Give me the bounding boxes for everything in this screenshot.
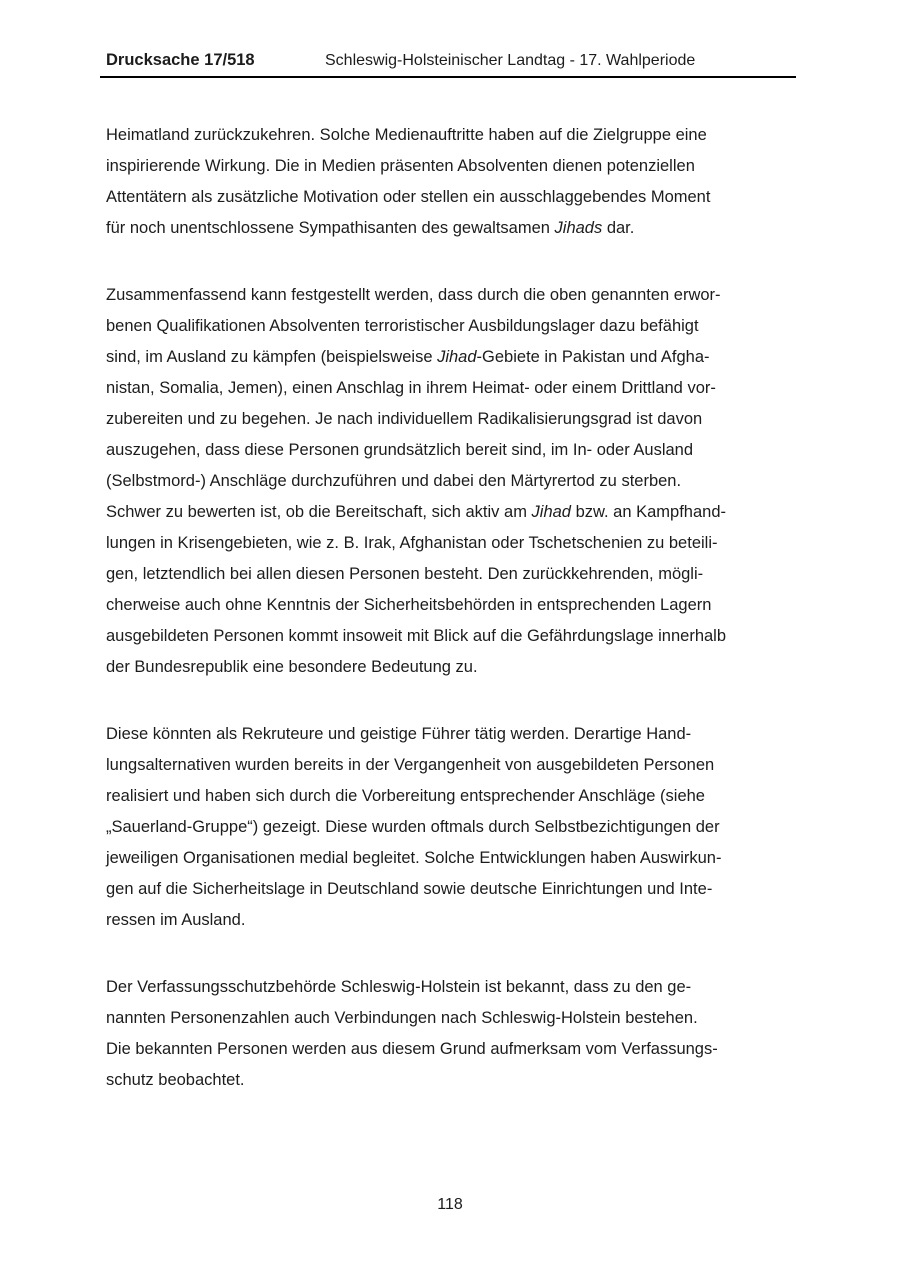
text-line: gen, letztendlich bei allen diesen Personen besteht. Den zurückkehrenden, mögli- <box>106 565 704 583</box>
text-line: lungsalternativen wurden bereits in der Vergangenheit von ausgebildeten Personen <box>106 756 715 774</box>
text-line: benen Qualifikationen Absolventen terroristischer Ausbildungslager dazu befähigt <box>106 317 699 335</box>
text-line: Der Verfassungsschutzbehörde Schleswig-Holstein ist bekannt, dass zu den ge- <box>106 978 692 996</box>
text-line: Attentätern als zusätzliche Motivation oder stellen ein ausschlaggebendes Moment <box>106 188 711 206</box>
text-line: realisiert und haben sich durch die Vorbereitung entsprechender Anschläge (siehe <box>106 787 705 805</box>
document-body <box>106 120 806 1132</box>
text-line: jeweiligen Organisationen medial begleitet. Solche Entwicklungen haben Auswirkun- <box>106 849 722 867</box>
text-line: schutz beobachtet. <box>106 1071 245 1089</box>
paragraph <box>106 120 806 244</box>
text-line: Diese könnten als Rekruteure und geistige Führer tätig werden. Derartige Hand- <box>106 725 692 743</box>
text-line: für noch unentschlossene Sympathisanten des gewaltsamen Jihads dar. <box>106 219 635 237</box>
text-line: nistan, Somalia, Jemen), einen Anschlag in ihrem Heimat- oder einem Drittland vor- <box>106 379 716 397</box>
text-line: auszugehen, dass diese Personen grundsätzlich bereit sind, im In- oder Ausland <box>106 441 694 459</box>
text-line: ressen im Ausland. <box>106 911 246 929</box>
text-line: Die bekannten Personen werden aus diesem Grund aufmerksam vom Verfassungs- <box>106 1040 718 1058</box>
document-title: Schleswig-Holsteinischer Landtag - 17. Wahlperiode <box>325 52 696 69</box>
text-line: Heimatland zurückzukehren. Solche Medienauftritte haben auf die Zielgruppe eine <box>106 126 707 144</box>
text-line: der Bundesrepublik eine besondere Bedeutung zu. <box>106 658 478 676</box>
text-line: „Sauerland-Gruppe“) gezeigt. Diese wurden oftmals durch Selbstbezichtigungen der <box>106 818 720 836</box>
document-number: Drucksache 17/518 <box>106 51 255 69</box>
text-line: nannten Personenzahlen auch Verbindungen nach Schleswig-Holstein bestehen. <box>106 1009 698 1027</box>
header-divider <box>100 76 796 78</box>
paragraph <box>106 972 806 1096</box>
text-line: cherweise auch ohne Kenntnis der Sicherheitsbehörden in entsprechenden Lagern <box>106 596 712 614</box>
paragraph <box>106 719 806 936</box>
text-line: zubereiten und zu begehen. Je nach individuellem Radikalisierungsgrad ist davon <box>106 410 703 428</box>
text-line: sind, im Ausland zu kämpfen (beispielsweise Jihad-Gebiete in Pakistan und Afgha- <box>106 348 710 366</box>
text-line: gen auf die Sicherheitslage in Deutschland sowie deutsche Einrichtungen und Inte- <box>106 880 713 898</box>
text-line: ausgebildeten Personen kommt insoweit mit Blick auf die Gefährdungslage innerhalb <box>106 627 727 645</box>
text-line: lungen in Krisengebieten, wie z. B. Irak, Afghanistan oder Tschetschenien zu beteili- <box>106 534 718 552</box>
text-line: inspirierende Wirkung. Die in Medien präsenten Absolventen dienen potenziellen <box>106 157 695 175</box>
page-number: 118 <box>437 1196 463 1213</box>
text-line: (Selbstmord-) Anschläge durchzuführen und dabei den Märtyrertod zu sterben. <box>106 472 682 490</box>
paragraph <box>106 280 806 683</box>
text-line: Zusammenfassend kann festgestellt werden, dass durch die oben genannten erwor- <box>106 286 721 304</box>
text-line: Schwer zu bewerten ist, ob die Bereitschaft, sich aktiv am Jihad bzw. an Kampfhand- <box>106 503 726 521</box>
